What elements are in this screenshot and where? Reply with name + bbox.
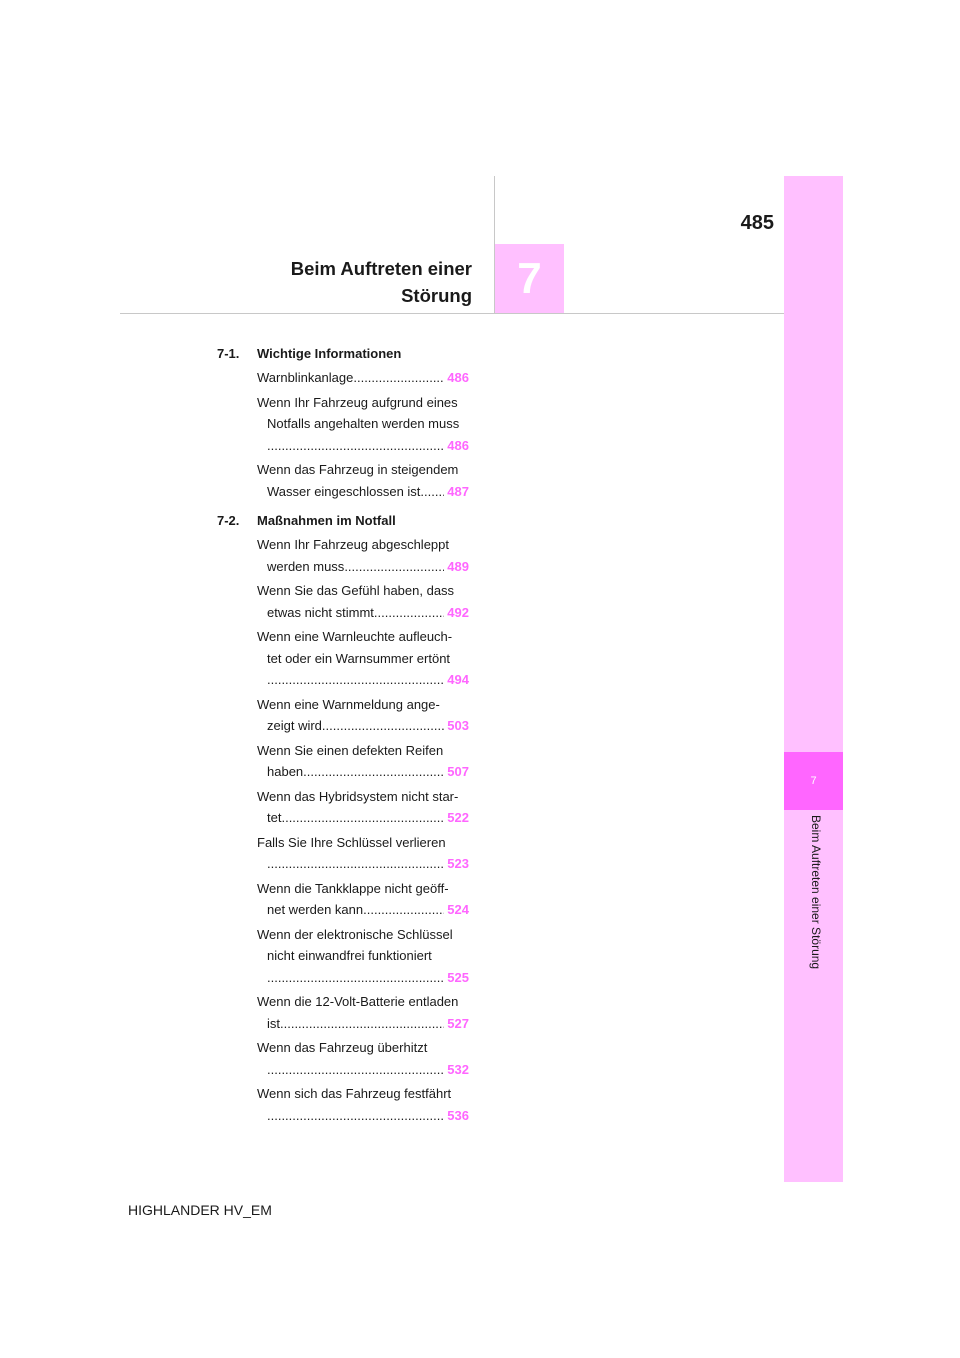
toc-entry-text: Wenn Sie einen defekten Reifen — [257, 742, 444, 758]
chapter-title — [200, 255, 472, 309]
toc-entry-text: nicht einwandfrei funktioniert — [267, 948, 432, 963]
toc-entry-leader-row — [257, 715, 469, 737]
toc-entry-leader-row — [257, 967, 469, 989]
toc-dot-leader — [267, 435, 444, 457]
side-tab-label: Beim Auftreten einer Störung — [809, 815, 823, 970]
toc-entry-leader-row — [257, 602, 469, 624]
toc-section-number: 7-1. — [217, 346, 240, 361]
toc-entry-text: haben — [267, 764, 304, 779]
chapter-number: 7 — [517, 253, 542, 303]
toc-dot-leader — [267, 669, 444, 691]
toc-entry-leader-row — [257, 807, 469, 829]
toc-entry-text: tet — [267, 810, 282, 825]
toc-page-link[interactable]: 503 — [447, 718, 469, 733]
toc-dot-leader — [281, 807, 444, 829]
toc-entry-text: Wenn das Fahrzeug in steigendem — [257, 462, 459, 477]
toc-entry-text: ist — [267, 1015, 280, 1031]
toc-entry-text: net werden kann — [267, 902, 364, 917]
toc-dot-leader — [420, 481, 444, 503]
toc-entry-text: Wenn eine Warnleuchte aufleuch- — [257, 629, 453, 644]
toc-page-link[interactable]: 525 — [447, 969, 469, 985]
toc-entry-text: Falls Sie Ihre Schlüssel verlieren — [257, 834, 446, 850]
toc-entry-leader-row — [257, 899, 469, 921]
toc-entry-text: Wenn die 12-Volt-Batterie entladen — [257, 994, 459, 1009]
toc-entry[interactable] — [217, 392, 469, 457]
toc-page-link[interactable]: 536 — [447, 1107, 469, 1123]
toc-entry-text: Wenn der elektronische Schlüssel — [257, 926, 453, 942]
toc-entry[interactable] — [217, 580, 469, 623]
toc-dot-leader — [267, 1105, 444, 1127]
toc-page-link[interactable]: 489 — [447, 558, 469, 574]
toc-dot-leader — [322, 715, 444, 737]
toc-entry-text: Wasser eingeschlossen ist — [267, 483, 421, 499]
side-tab-number-box[interactable] — [784, 752, 843, 810]
toc-section-heading — [217, 511, 469, 531]
toc-entry-leader-row — [257, 556, 469, 578]
page-number: 485 — [740, 212, 774, 234]
toc-entry-leader-row — [257, 367, 469, 389]
toc-entry-text: Wenn das Hybridsystem nicht star- — [257, 788, 459, 804]
toc-dot-leader — [303, 761, 444, 783]
toc-dot-leader — [353, 367, 444, 389]
toc-section-title: Wichtige Informationen — [257, 346, 402, 361]
toc-page-link[interactable]: 507 — [447, 764, 469, 779]
toc-page-link[interactable]: 532 — [447, 1061, 469, 1077]
toc-dot-leader — [267, 967, 444, 989]
toc-page-link[interactable]: 487 — [447, 483, 469, 499]
toc-entry[interactable] — [217, 694, 469, 737]
toc-entry[interactable] — [217, 740, 469, 783]
toc-entry-text: tet oder ein Warnsummer ertönt — [267, 650, 451, 666]
toc-page-link[interactable]: 486 — [447, 437, 469, 453]
toc-dot-leader — [267, 1059, 444, 1081]
toc-entry[interactable] — [217, 459, 469, 502]
toc-entry-text: Wenn Ihr Fahrzeug aufgrund eines — [257, 394, 458, 410]
toc-entry[interactable] — [217, 1083, 469, 1126]
toc-entry-leader-row — [257, 1105, 469, 1127]
toc-entry-text: Wenn Sie das Gefühl haben, dass — [257, 583, 455, 598]
toc-page-link[interactable]: 486 — [447, 370, 469, 385]
toc-entry-leader-row — [257, 853, 469, 875]
side-tab-number: 7 — [810, 775, 817, 787]
toc-entry[interactable] — [217, 786, 469, 829]
toc-entry-leader-row — [257, 669, 469, 691]
toc-entry[interactable] — [217, 832, 469, 875]
toc-entry-leader-row — [257, 435, 469, 457]
toc-entry[interactable] — [217, 878, 469, 921]
toc-entry-text: Wenn die Tankklappe nicht geöff- — [257, 880, 449, 896]
toc-page-link[interactable]: 523 — [447, 856, 469, 871]
toc-entry-leader-row — [257, 481, 469, 503]
toc-entry-leader-row — [257, 761, 469, 783]
toc-page-link[interactable]: 524 — [447, 902, 469, 917]
toc-entry-text: Wenn das Fahrzeug überhitzt — [257, 1040, 428, 1055]
toc-entry[interactable] — [217, 991, 469, 1034]
toc-page-link[interactable]: 522 — [447, 810, 469, 825]
toc-entry-text: etwas nicht stimmt — [267, 604, 374, 620]
toc-entry-text: Warnblinkanlage — [257, 370, 354, 385]
toc-entry-leader-row — [257, 1013, 469, 1035]
chapter-number-box — [495, 244, 564, 313]
table-of-contents — [217, 344, 469, 1126]
toc-entry-text: Notfalls angehalten werden muss — [267, 416, 460, 431]
toc-dot-leader — [374, 602, 444, 624]
toc-entry[interactable] — [217, 534, 469, 577]
toc-page-link[interactable]: 494 — [447, 672, 469, 687]
toc-entry-text: Wenn Ihr Fahrzeug abgeschleppt — [257, 537, 449, 552]
chapter-title-line-1: Beim Auftreten einer — [290, 258, 472, 279]
toc-entry-leader-row — [257, 1059, 469, 1081]
toc-section-number: 7-2. — [217, 513, 240, 528]
toc-dot-leader — [344, 556, 444, 578]
toc-dot-leader — [280, 1013, 444, 1035]
toc-entry[interactable] — [217, 1037, 469, 1080]
toc-dot-leader — [267, 853, 444, 875]
toc-section-title: Maßnahmen im Notfall — [257, 513, 396, 528]
chapter-title-line-2: Störung — [401, 285, 472, 306]
toc-entry[interactable] — [217, 924, 469, 989]
toc-entry[interactable] — [217, 367, 469, 389]
toc-page-link[interactable]: 492 — [447, 604, 469, 620]
toc-dot-leader — [363, 899, 444, 921]
toc-page-link[interactable]: 527 — [447, 1015, 469, 1031]
toc-entry-text: Wenn sich das Fahrzeug festfährt — [257, 1086, 452, 1101]
footer-model-code: HIGHLANDER HV_EM — [128, 1202, 272, 1218]
toc-entry-text: werden muss — [267, 558, 345, 574]
side-tab — [784, 176, 843, 1182]
toc-entry-text: Wenn eine Warnmeldung ange- — [257, 696, 440, 712]
header-horizontal-rule — [120, 313, 784, 314]
toc-entry[interactable] — [217, 626, 469, 691]
toc-section-heading — [217, 344, 469, 364]
toc-entry-text: zeigt wird — [267, 718, 322, 733]
